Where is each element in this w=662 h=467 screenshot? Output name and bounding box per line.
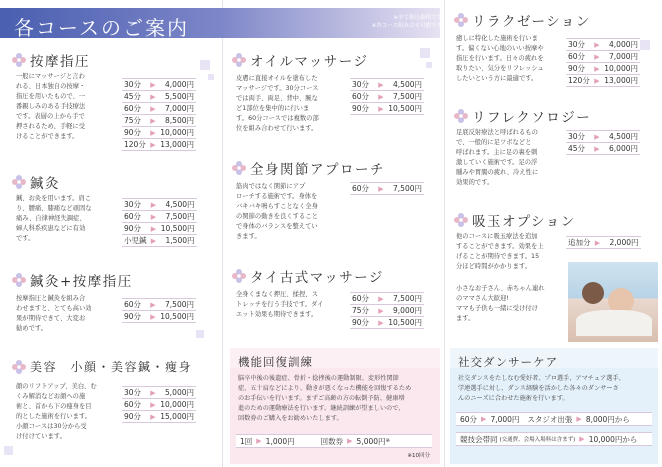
price-value: 4,500円 (386, 79, 424, 91)
treatment-photo (568, 262, 658, 342)
desc-line: 的とした施術を行います。 (16, 413, 92, 420)
desc-line: 腫みや胃腸の疲れ、冷え性に (456, 169, 539, 176)
section-title: 按摩指圧 (30, 54, 90, 70)
reflex-description (456, 128, 564, 188)
arrow-icon: ▶ (592, 131, 602, 143)
photo-person (582, 282, 604, 304)
flower-icon (454, 213, 468, 227)
price-time: 30分 (122, 387, 148, 399)
arrow-icon: ▶ (592, 63, 602, 75)
price-row (350, 103, 424, 115)
price-row (122, 199, 197, 211)
shinkyu-price-table (122, 198, 197, 247)
flower-icon (12, 53, 26, 67)
price-time: 90分 (122, 223, 149, 235)
arrow-icon: ▶ (148, 387, 158, 399)
price-time: 30分 (122, 79, 148, 91)
price-row (122, 399, 196, 411)
flower-icon (12, 175, 26, 189)
shinkyu-description (16, 194, 116, 244)
desc-line: きます。 (236, 233, 261, 240)
desc-line: 按摩指圧と鍼灸を組み合 (16, 295, 86, 302)
price-time: 120分 (122, 139, 148, 151)
ticket-label: 回数券 (320, 436, 344, 446)
desc-line: 指圧を用いたもので、一 (16, 93, 86, 100)
price-value: 1,000円 (265, 436, 295, 446)
flower-icon (232, 269, 246, 283)
arrow-icon: ▶ (376, 305, 386, 317)
price-value: 5,000円 (158, 387, 196, 399)
price-time: 60分 (350, 293, 376, 305)
desc-line: エット効果も期待できます。 (236, 311, 318, 318)
dance-description (458, 374, 625, 404)
price-time: 90分 (350, 317, 376, 329)
price-row (122, 79, 196, 91)
price-value: 7,500円 (158, 299, 196, 311)
price-time: 追加分 (568, 238, 591, 247)
section-reflex (454, 106, 591, 126)
flower-icon (12, 360, 26, 374)
arrow-icon: ▶ (376, 91, 386, 103)
desc-line: れる、日本独自の按摩・ (16, 83, 86, 90)
price-time: 60分 (460, 414, 478, 424)
oil-description (236, 74, 346, 134)
arrow-icon: ▶ (481, 415, 487, 423)
dance-price-row-2 (456, 432, 652, 446)
price-row (566, 75, 640, 87)
price-time: 60分 (122, 103, 148, 115)
arrow-icon: ▶ (376, 79, 386, 91)
desc-line: 小顔コースは30分から受 (16, 423, 87, 430)
section-biyou (12, 358, 192, 375)
section-title: オイルマッサージ (250, 54, 369, 70)
desc-line: 全身くまなく押圧、揉捏、ス (236, 291, 318, 298)
price-time: 30分 (350, 79, 376, 91)
reflex-price-table (566, 130, 640, 155)
price-row (566, 143, 640, 155)
anma-description (16, 72, 116, 142)
price-row (566, 131, 640, 143)
desc-line: 脳卒中後の後遺症、骨折・捻挫後の運動制限、変形性関節 (238, 375, 399, 382)
section-anma (12, 50, 90, 70)
desc-line: 勧めです。 (16, 325, 47, 332)
price-time: 90分 (122, 411, 148, 423)
desc-line: げることが期待できます。15 (456, 253, 540, 260)
arrow-icon: ▶ (347, 437, 353, 445)
flower-icon (12, 273, 26, 287)
decoration (4, 446, 13, 455)
price-row (122, 223, 197, 235)
desc-line: 癒しに特化した施術を行いま (456, 35, 538, 42)
flower-icon (454, 13, 468, 27)
price-value: 7,500円 (386, 293, 424, 305)
price-value: 10,000円 (158, 127, 196, 139)
desc-line: 足底反射療法と呼ばれるもの (456, 129, 538, 136)
price-time: 120分 (566, 75, 592, 87)
flower-icon (454, 109, 468, 123)
oil-price-table (350, 78, 424, 115)
desc-line: 回数券のご購入をお勧めいたします。 (238, 415, 343, 422)
desc-line: 指圧を行います。日々の疲れを (456, 55, 544, 62)
price-value: 6,000円 (602, 143, 640, 155)
desc-line: 皮膚に直接オイルを塗布した (236, 75, 318, 82)
arrow-icon: ▶ (592, 75, 602, 87)
price-value: 10,500円 (386, 103, 424, 115)
price-row (122, 103, 196, 115)
price-value: 7,000円 (158, 103, 196, 115)
section-kyugyoku (454, 210, 576, 230)
dance-price-row-1 (456, 412, 652, 426)
price-label: スタジオ出張 (527, 414, 573, 424)
arrow-icon: ▶ (148, 115, 158, 127)
price-time: 45分 (566, 143, 592, 155)
arrow-icon: ▶ (592, 51, 602, 63)
price-value: 4,000円 (158, 79, 196, 91)
price-row (350, 183, 424, 195)
desc-line: んのニーズに合わせた施術を行います。 (458, 395, 569, 402)
arrow-icon: ▶ (376, 293, 386, 305)
desc-line: 鍼、お灸を用います。肩こ (16, 195, 92, 202)
price-time: 小児鍼 (124, 236, 147, 245)
shinkyu-anma-description (16, 294, 116, 334)
desc-line: ローチする施術です。身体を (236, 193, 318, 200)
dance-box (450, 348, 658, 464)
section-title: 鍼灸 (30, 176, 60, 192)
price-row (122, 387, 196, 399)
desc-line: 学連選手に対し、ダンス経験を活かした各々のダンサーさ (458, 385, 619, 392)
price-value: 4,500円 (602, 131, 640, 143)
price-label: 競技会帯同 (460, 434, 498, 444)
price-value: 13,000円 (158, 139, 196, 151)
price-row (350, 305, 424, 317)
price-value: 4,500円 (159, 199, 197, 211)
footnote-mark: ※ (385, 438, 391, 444)
section-oil (232, 50, 369, 70)
price-row (122, 115, 196, 127)
decoration (426, 62, 432, 68)
kinou-box (230, 348, 440, 464)
arrow-icon: ▶ (148, 139, 158, 151)
price-row (122, 411, 196, 423)
desc-line: で、一般的に足ツボなどと (456, 139, 532, 146)
desc-line: 位を組み合わせて行います。 (236, 125, 318, 132)
kids-note (456, 284, 566, 324)
desc-line: 顔のリフトアップ、美白、む (16, 383, 97, 390)
photo-bed (576, 310, 652, 336)
desc-line: で身体のバランスを整えてい (236, 223, 318, 230)
arrow-icon: ▶ (593, 237, 603, 249)
price-row (350, 79, 424, 91)
desc-line: したいという方に最適です。 (456, 75, 538, 82)
desc-line: 取りたい、気分をリフレッシュ (456, 65, 544, 72)
note-line: 小さなお子さん、赤ちゃん連れ (456, 285, 545, 292)
section-title: リラクゼーション (472, 14, 591, 30)
footnote: ※10回分 (407, 453, 430, 459)
price-row (350, 317, 424, 329)
arrow-icon: ▶ (148, 103, 158, 115)
relax-price-table (566, 38, 640, 87)
desc-line: 分ほど時間がかかります。 (456, 263, 532, 270)
price-value: 8,500円 (158, 115, 196, 127)
desc-line: わせますと、とても高い効 (16, 305, 92, 312)
box-title: 社交ダンサーケア (458, 355, 559, 369)
price-time: 60分 (122, 299, 148, 311)
biyou-price-table (122, 386, 196, 423)
arrow-icon: ▶ (149, 235, 159, 247)
section-thai (232, 266, 384, 286)
desc-line: 呼ばれます。主に足の裏を刺 (456, 149, 538, 156)
header-notes (360, 14, 442, 30)
arrow-icon: ▶ (148, 299, 158, 311)
arrow-icon: ▶ (149, 223, 159, 235)
price-time: 60分 (566, 51, 592, 63)
price-time: 90分 (122, 311, 148, 323)
thai-description (236, 290, 346, 320)
kinou-description (238, 374, 411, 424)
arrow-icon: ▶ (592, 143, 602, 155)
price-value: 7,000円 (490, 414, 520, 424)
desc-line: トレッチを行う手技です。ダイ (236, 301, 324, 308)
price-sub-note: (交通費、会場入場料は含まず) (499, 437, 576, 443)
price-row (122, 127, 196, 139)
zenshin-price-table (350, 182, 424, 195)
desc-line: マッサージです。30分コース (236, 85, 319, 92)
price-value: 10,500円 (159, 223, 197, 235)
thai-price-table (350, 292, 424, 329)
desc-line: 一般にマッサージと言わ (16, 73, 85, 80)
price-value: 5,500円 (158, 91, 196, 103)
arrow-icon: ▶ (592, 39, 602, 51)
price-time: 75分 (122, 115, 148, 127)
zenshin-description (236, 182, 346, 242)
arrow-icon: ▶ (148, 399, 158, 411)
price-row (566, 51, 640, 63)
price-time: 60分 (122, 399, 148, 411)
price-row (122, 139, 196, 151)
price-row (350, 91, 424, 103)
price-time: 30分 (566, 131, 592, 143)
desc-line: バキバキ鳴らすことなく全身 (236, 203, 318, 210)
decoration (200, 60, 210, 70)
price-time: 60分 (350, 91, 376, 103)
section-title: 全身関節アプローチ (250, 162, 385, 178)
arrow-icon: ▶ (148, 79, 158, 91)
shinkyu-anma-price-table (122, 298, 196, 323)
price-value: 8,000円から (585, 414, 630, 424)
price-time: 90分 (566, 63, 592, 75)
section-zenshin (232, 158, 385, 178)
decoration (196, 330, 204, 338)
price-row (566, 63, 640, 75)
desc-line: 果が期待できて、大変お (16, 315, 86, 322)
desc-line: 筋肉ではなく関節にアプ (236, 183, 306, 190)
arrow-icon: ▶ (148, 311, 158, 323)
desc-line: 婦人科系疾患などに有効 (16, 225, 86, 232)
desc-line: 社交ダンスをたしなむ愛好者、プロ選手、アマチュア選手、 (458, 375, 625, 382)
arrow-icon: ▶ (149, 199, 159, 211)
price-row (122, 91, 196, 103)
section-shinkyu-anma (12, 270, 133, 290)
price-value: 10,000円から (588, 434, 638, 444)
price-value: 5,000円 (356, 436, 386, 446)
desc-line: 症、五十肩などにより、動きが悪くなった機能を回復するため (238, 385, 412, 392)
price-row (566, 237, 641, 249)
section-relax (454, 10, 591, 30)
kinou-price-row (236, 434, 432, 448)
desc-line: することができます。効果を上 (456, 243, 544, 250)
decoration (640, 40, 650, 50)
price-value: 1,500円 (159, 235, 197, 247)
price-value: 7,000円 (602, 51, 640, 63)
section-title: リフレクソロジー (472, 110, 592, 126)
note-tax: ※全て税込価格です (393, 15, 442, 21)
desc-line: くみ解消などお顔への施 (16, 393, 86, 400)
kyugyoku-price-table (566, 236, 641, 249)
price-row (122, 211, 197, 223)
price-value: 15,000円 (158, 411, 196, 423)
desc-line: す。60分コースでは複数の部 (236, 115, 319, 122)
flower-icon (232, 53, 246, 67)
price-time: 45分 (122, 91, 148, 103)
decoration (208, 74, 214, 80)
note-line: ます。 (456, 315, 475, 322)
flower-icon (232, 161, 246, 175)
price-time: 90分 (122, 127, 148, 139)
section-title: 美容 小顔・美容鍼・痩身 (30, 360, 193, 374)
desc-line: け付けています。 (16, 433, 66, 440)
price-row (122, 235, 197, 247)
price-value: 7,500円 (159, 211, 197, 223)
arrow-icon: ▶ (148, 411, 158, 423)
price-time: 1回 (240, 436, 253, 446)
price-time: 90分 (350, 103, 376, 115)
relax-description (456, 34, 564, 84)
price-value: 13,000円 (602, 75, 640, 87)
arrow-icon: ▶ (376, 103, 386, 115)
price-value: 7,500円 (386, 183, 424, 195)
arrow-icon: ▶ (148, 91, 158, 103)
desc-line: では両手、両足、背中、腕な (236, 95, 318, 102)
desc-line: 効果的です。 (456, 179, 494, 186)
arrow-icon: ▶ (579, 435, 585, 443)
price-value: 2,000円 (603, 237, 641, 249)
desc-line: 激していく施術です。足の浮 (456, 159, 538, 166)
arrow-icon: ▶ (376, 317, 386, 329)
anma-price-table (122, 78, 196, 151)
price-value: 7,500円 (386, 91, 424, 103)
price-row (350, 293, 424, 305)
desc-line: 進のための運動療法を行います。継続訓練が望ましいので、 (238, 405, 405, 412)
price-row (122, 311, 196, 323)
box-title: 機能回復訓練 (238, 355, 313, 369)
decoration (420, 48, 430, 58)
price-value: 10,500円 (158, 311, 196, 323)
price-row (566, 39, 640, 51)
arrow-icon: ▶ (148, 127, 158, 139)
kyugyoku-description (456, 232, 564, 272)
desc-line: 他のコースに吸玉療法を追加 (456, 233, 538, 240)
desc-line: 痛み、自律神経失調症、 (16, 215, 86, 222)
price-value: 4,000円 (602, 39, 640, 51)
desc-line: です。 (16, 235, 35, 242)
note-combine: ※各コース組み合せ可能です (371, 23, 442, 29)
price-row (122, 299, 196, 311)
price-value: 10,000円 (602, 63, 640, 75)
desc-line: す。偏くない心地のいい按摩や (456, 45, 544, 52)
section-shinkyu (12, 172, 60, 192)
price-value: 9,000円 (386, 305, 424, 317)
section-title: 鍼灸+按摩指圧 (30, 274, 133, 290)
arrow-icon: ▶ (149, 211, 159, 223)
section-title: 吸玉オプション (472, 214, 576, 230)
desc-line: です。表層の上から手で (16, 113, 85, 120)
desc-line: り、腰痛、膝痛など頑固な (16, 205, 92, 212)
price-time: 75分 (350, 305, 376, 317)
section-title: タイ古式マッサージ (250, 270, 384, 286)
desc-line: 押されるため、手軽に受 (16, 123, 86, 130)
price-value: 10,000円 (158, 399, 196, 411)
desc-line: のお手伝いを行います。まずご高齢の方の転倒予防、健康増 (238, 395, 405, 402)
biyou-description (16, 382, 116, 442)
arrow-icon: ▶ (576, 415, 582, 423)
desc-line: の関節の動きを良くすること (236, 213, 318, 220)
note-line: ママも子供も一緒に受け付け (456, 305, 538, 312)
arrow-icon: ▶ (256, 437, 262, 445)
price-value: 10,500円 (386, 317, 424, 329)
desc-line: けることができます。 (16, 133, 79, 140)
desc-line: 術と、首から下の痩身を目 (16, 403, 92, 410)
price-time: 30分 (122, 199, 149, 211)
note-line: のママさん大歓迎! (456, 295, 509, 302)
arrow-icon: ▶ (376, 183, 386, 195)
price-time: 60分 (122, 211, 149, 223)
price-time: 30分 (566, 39, 592, 51)
page-title: 各コースのご案内 (14, 16, 189, 40)
price-time: 60分 (350, 183, 376, 195)
desc-line: ど1部位を集中的に行いま (236, 105, 310, 112)
desc-line: 番親しみのある手技療法 (16, 103, 86, 110)
